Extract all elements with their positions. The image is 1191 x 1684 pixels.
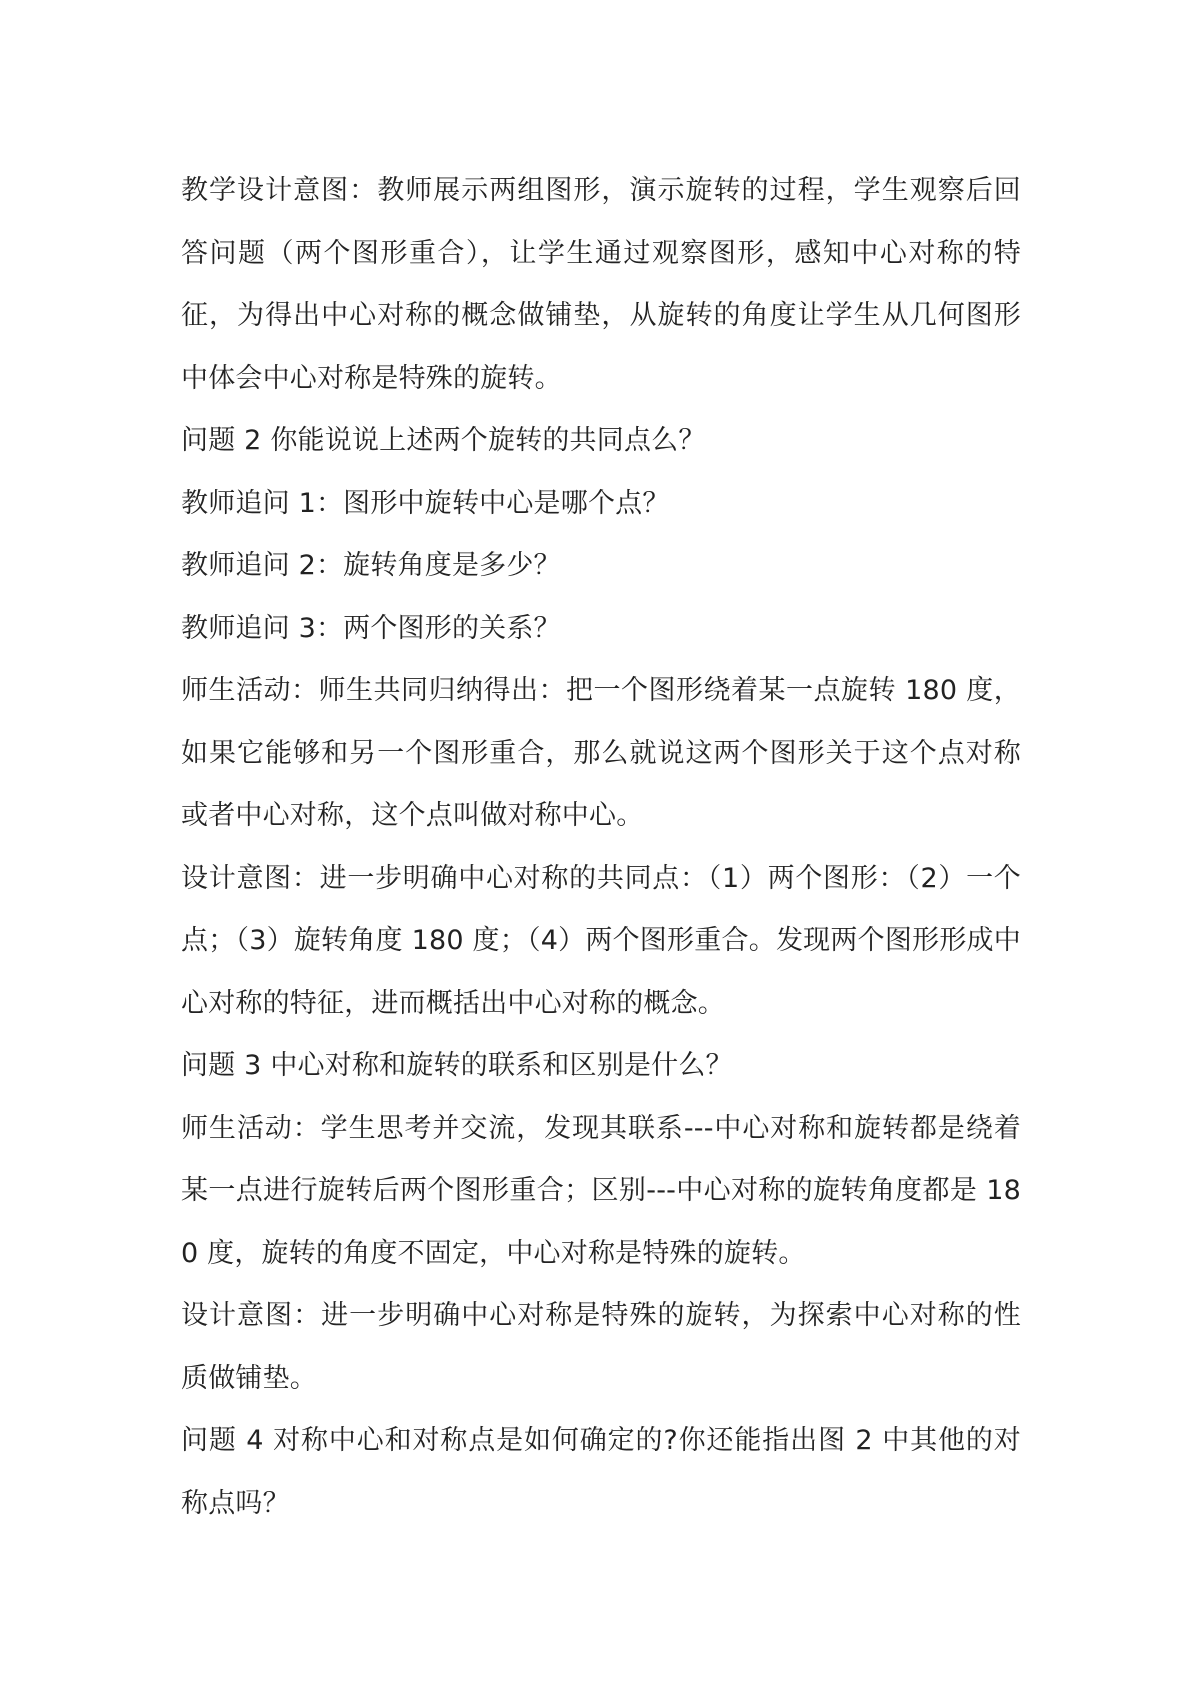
paragraph-teacher-followup-1: 教师追问 1：图形中旋转中心是哪个点？ [181,487,670,519]
paragraph-teacher-followup-3: 教师追问 3：两个图形的关系？ [181,612,561,644]
paragraph-design-intent-2: 设计意图：进一步明确中心对称的共同点：（1）两个图形：（2）一个点；（3）旋转角度 180 度；（4）两个图形重合。发现两个图形形成中心对称的特征，进而概括出中心对称的概念。 [181,862,1021,1019]
paragraph-question-2: 问题 2 你能说说上述两个旋转的共同点么？ [181,425,706,456]
document-body [181,160,1021,1535]
paragraph-question-4: 问题 4 对称中心和对称点是如何确定的?你还能指出图 2 中其他的对称点吗？ [181,1425,1021,1519]
paragraph-question-3: 问题 3 中心对称和旋转的联系和区别是什么？ [181,1050,733,1081]
paragraph-activity-2: 师生活动：学生思考并交流，发现其联系---中心对称和旋转都是绕着某一点进行旋转后两个图形重合；区别---中心对称的旋转角度都是 180 度，旋转的角度不固定，中心对称是特殊的旋转。 [181,1112,1021,1269]
paragraph-teacher-followup-2: 教师追问 2：旋转角度是多少？ [181,550,561,581]
paragraph-design-intent-3: 设计意图：进一步明确中心对称是特殊的旋转，为探索中心对称的性质做铺垫。 [181,1300,1021,1394]
paragraph-design-intent-1: 教学设计意图：教师展示两组图形，演示旋转的过程，学生观察后回答问题（两个图形重合），让学生通过观察图形，感知中心对称的特征，为得出中心对称的概念做铺垫，从旋转的角度让学生从几何图形中体会中心对称是特殊的旋转。 [181,175,1021,394]
paragraph-activity-1: 师生活动：师生共同归纳得出：把一个图形绕着某一点旋转 180 度，如果它能够和另一个图形重合，那么就说这两个图形关于这个点对称或者中心对称，这个点叫做对称中心。 [181,675,1021,831]
